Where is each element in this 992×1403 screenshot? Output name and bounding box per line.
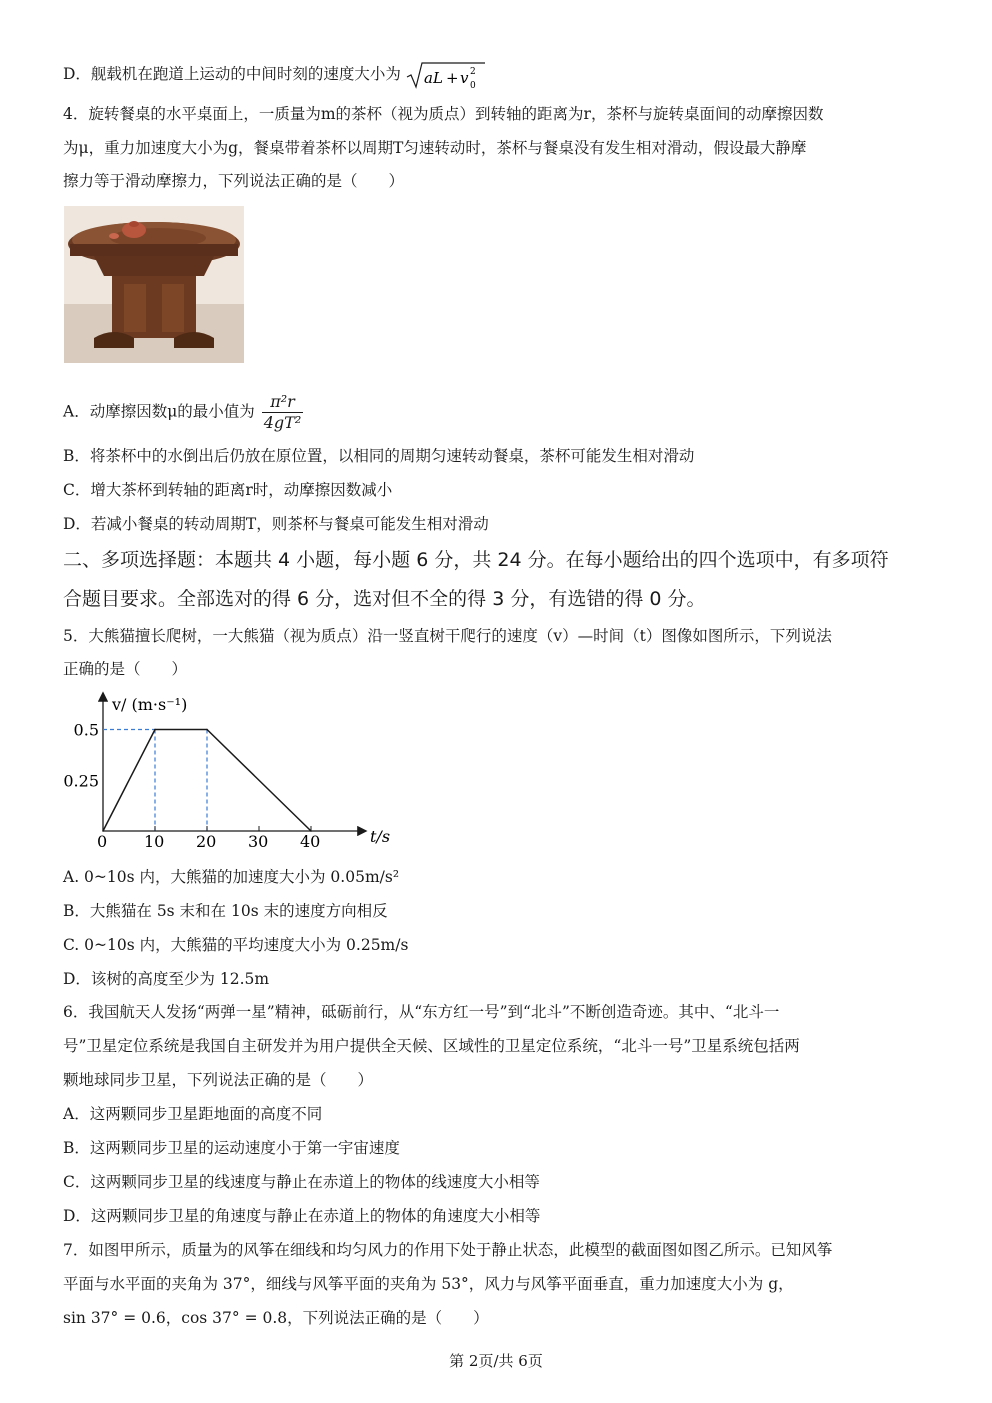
x-axis-label: t/s xyxy=(370,827,391,846)
x-tick-label-0: 0 xyxy=(97,832,108,851)
fraction-denominator: 4gT² xyxy=(263,413,302,432)
vt-point-0 xyxy=(102,830,104,832)
sqrt-superscript: 2 xyxy=(469,67,476,77)
vt-point-3 xyxy=(310,830,312,832)
sqrt-subscript: 0 xyxy=(469,81,476,90)
q7-line-2: 平面与水平面的夹角为 37°，细线与风筝平面的夹角为 53°，风力与风筝平面垂直，重力加速度大小为 g， xyxy=(63,1275,794,1293)
q3-option-d-text: D．舰载机在跑道上运动的中间时刻的速度大小为 xyxy=(63,65,401,83)
q6-option-b: B．这两颗同步卫星的运动速度小于第一宇宙速度 xyxy=(63,1139,400,1157)
sqrt-a-l: aL xyxy=(423,69,443,87)
sqrt-symbol xyxy=(406,60,486,90)
q4-line-3: 擦力等于滑动摩擦力，下列说法正确的是（ ） xyxy=(63,172,405,190)
y-axis-label: v/ (m·s⁻¹) xyxy=(112,695,188,714)
q5-line-2: 正确的是（ ） xyxy=(63,660,188,678)
y-tick-label-1: 0.25 xyxy=(63,771,99,791)
vt-chart-svg xyxy=(60,688,400,860)
q4-option-a xyxy=(63,392,303,433)
q7-line-3: sin 37° = 0.6，cos 37° = 0.8，下列说法正确的是（ ） xyxy=(63,1309,489,1327)
q6-line-1: 6．我国航天人发扬“两弹一星”精神，砥砺前行，从“东方红一号”到“北斗”不断创造奇迹。其中、“北斗一 xyxy=(63,1003,780,1021)
x-tick-label-1: 10 xyxy=(144,832,165,851)
q6-line-3: 颗地球同步卫星，下列说法正确的是（ ） xyxy=(63,1071,374,1089)
q5-option-b: B．大熊猫在 5s 末和在 10s 末的速度方向相反 xyxy=(63,902,388,920)
x-tick-label-3: 30 xyxy=(248,832,269,851)
fraction-numerator: π²r xyxy=(262,392,304,413)
x-tick-label-4: 40 xyxy=(300,832,321,851)
q4-line-2: 为μ，重力加速度大小为g，餐桌带着茶杯以周期T匀速转动时，茶杯与餐桌没有发生相对滑动，假设最大静摩 xyxy=(63,139,807,157)
section-heading-line-1: 二、多项选择题：本题共 4 小题，每小题 6 分，共 24 分。在每小题给出的四个选项中，有多项符 xyxy=(63,549,889,571)
sqrt-expression xyxy=(406,60,486,90)
rotating-table-image xyxy=(64,206,244,363)
vt-chart xyxy=(60,688,400,860)
q5-line-1: 5．大熊猫擅长爬树，一大熊猫（视为质点）沿一竖直树干爬行的速度（v）—时间（t）图像如图所示，下列说法 xyxy=(63,627,832,645)
x-tick-label-2: 20 xyxy=(196,832,217,851)
q3-option-d xyxy=(63,60,486,90)
vt-point-2 xyxy=(206,729,208,731)
q6-option-c: C．这两颗同步卫星的线速度与静止在赤道上的物体的线速度大小相等 xyxy=(63,1173,540,1191)
q4-option-c: C．增大茶杯到转轴的距离r时，动摩擦因数减小 xyxy=(63,481,393,499)
q4-option-d: D．若减小餐桌的转动周期T，则茶杯与餐桌可能发生相对滑动 xyxy=(63,515,489,533)
section-heading-line-2: 合题目要求。全部选对的得 6 分，选对但不全的得 3 分，有选错的得 0 分。 xyxy=(63,588,706,610)
q4-line-1: 4．旋转餐桌的水平桌面上，一质量为m的茶杯（视为质点）到转轴的距离为r，茶杯与旋转桌面间的动摩擦因数 xyxy=(63,105,824,123)
q5-option-d: D．该树的高度至少为 12.5m xyxy=(63,970,270,988)
q5-option-c: C. 0~10s 内，大熊猫的平均速度大小为 0.25m/s xyxy=(63,936,409,954)
q6-option-d: D．这两颗同步卫星的角速度与静止在赤道上的物体的角速度大小相等 xyxy=(63,1207,541,1225)
q7-line-1: 7．如图甲所示，质量为的风筝在细线和均匀风力的作用下处于静止状态，此模型的截面图如图乙所示。已知风筝 xyxy=(63,1241,833,1259)
q4-option-a-text: A．动摩擦因数μ的最小值为 xyxy=(63,402,255,421)
q5-option-a: A. 0~10s 内，大熊猫的加速度大小为 0.05m/s² xyxy=(63,868,400,886)
vt-point-1 xyxy=(154,729,156,731)
page-footer: 第 2页/共 6页 xyxy=(449,1352,543,1370)
q6-line-2: 号”卫星定位系统是我国自主研发并为用户提供全天候、区域性的卫星定位系统，“北斗一号”卫星系统包括两 xyxy=(63,1037,800,1055)
q6-option-a: A．这两颗同步卫星距地面的高度不同 xyxy=(63,1105,323,1123)
y-tick-label-0: 0.5 xyxy=(73,720,99,740)
sqrt-plus: + xyxy=(445,69,459,87)
sqrt-v: v xyxy=(459,69,469,87)
q4-option-b: B．将茶杯中的水倒出后仍放在原位置，以相同的周期匀速转动餐桌，茶杯可能发生相对滑动 xyxy=(63,447,695,465)
q4-option-a-fraction xyxy=(262,392,304,433)
